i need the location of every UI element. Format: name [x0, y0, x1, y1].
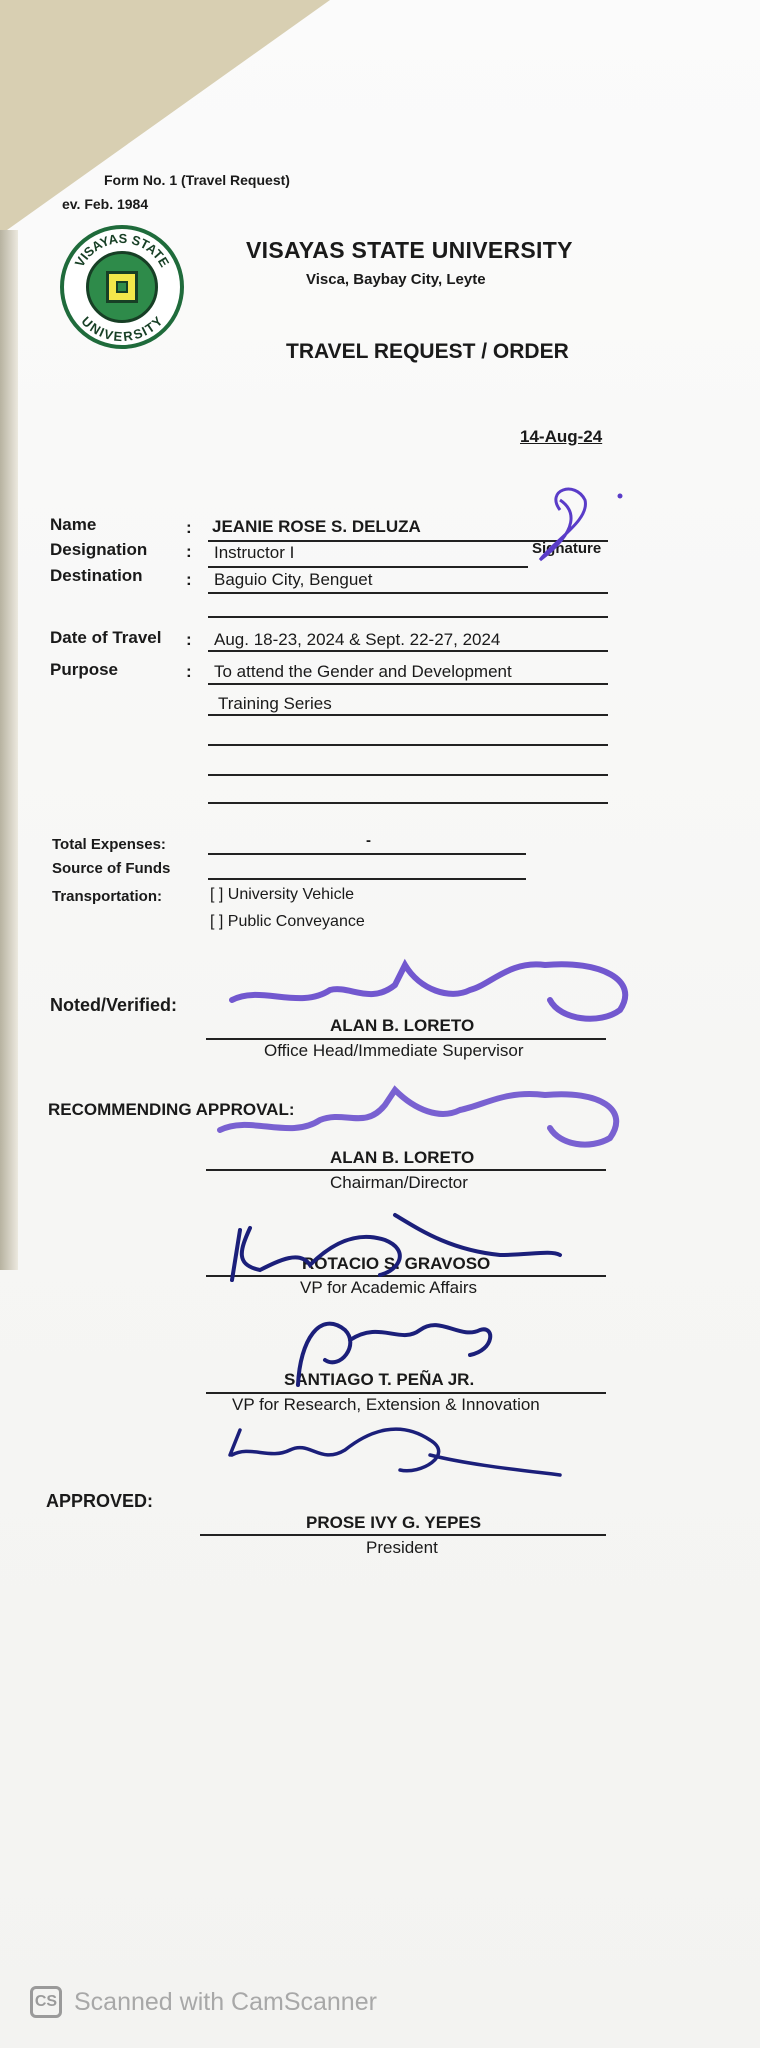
university-address: Visca, Baybay City, Leyte — [306, 271, 486, 288]
noted-signatory-name: ALAN B. LORETO — [330, 1016, 475, 1035]
applicant-signature — [540, 489, 585, 560]
recommending-signatory-3-role: VP for Research, Extension & Innovation — [232, 1395, 540, 1414]
recommending-signature-3 — [298, 1324, 490, 1385]
total-expenses-value: - — [366, 832, 371, 849]
document-title: TRAVEL REQUEST / ORDER — [286, 340, 569, 363]
colon: : — [186, 662, 192, 681]
form-revision: ev. Feb. 1984 — [62, 196, 149, 212]
university-name: VISAYAS STATE UNIVERSITY — [246, 237, 573, 263]
designation-label: Designation — [50, 540, 148, 559]
camscanner-watermark: Scanned with CamScanner — [74, 1988, 377, 2016]
recommending-signatory-1-role: Chairman/Director — [330, 1173, 468, 1192]
recommending-signature-1 — [220, 1090, 616, 1145]
colon: : — [186, 570, 192, 589]
option-university-vehicle[interactable]: [ ] University Vehicle — [210, 886, 355, 903]
purpose-line-2: Training Series — [218, 694, 332, 713]
date-of-travel-label: Date of Travel — [50, 628, 162, 647]
signature-dot — [618, 494, 623, 499]
destination-label: Destination — [50, 566, 143, 585]
purpose-label: Purpose — [50, 660, 119, 679]
colon: : — [186, 518, 192, 537]
transportation-label: Transportation: — [52, 888, 163, 905]
recommending-signatory-2-name: ROTACIO S. GRAVOSO — [302, 1254, 491, 1273]
colon: : — [186, 542, 192, 561]
recommending-approval-label: RECOMMENDING APPROVAL: — [48, 1100, 295, 1119]
recommending-signature-2 — [232, 1215, 560, 1280]
name-value: JEANIE ROSE S. DELUZA — [212, 517, 421, 536]
signature-label: Signature — [532, 540, 602, 557]
document-date: 14-Aug-24 — [520, 427, 603, 446]
total-expenses-label: Total Expenses: — [52, 836, 166, 853]
recommending-signatory-3-name: SANTIAGO T. PEÑA JR. — [284, 1370, 475, 1389]
option-public-conveyance[interactable]: [ ] Public Conveyance — [210, 913, 365, 930]
purpose-line-1: To attend the Gender and Development — [214, 662, 512, 681]
source-of-funds-label: Source of Funds — [52, 860, 171, 877]
name-label: Name — [50, 515, 97, 534]
noted-verified-label: Noted/Verified: — [50, 995, 178, 1015]
approved-label: APPROVED: — [46, 1491, 154, 1511]
date-of-travel-value: Aug. 18-23, 2024 & Sept. 22-27, 2024 — [214, 630, 501, 649]
designation-value: Instructor I — [214, 543, 295, 562]
approved-signatory-name: PROSE IVY G. YEPES — [306, 1513, 482, 1532]
form-number: Form No. 1 (Travel Request) — [104, 172, 290, 188]
noted-signatory-role: Office Head/Immediate Supervisor — [264, 1041, 524, 1060]
recommending-signatory-1-name: ALAN B. LORETO — [330, 1148, 475, 1167]
president-signature — [230, 1429, 560, 1475]
camscanner-logo-icon: CS — [30, 1986, 62, 2018]
approved-signatory-role: President — [366, 1538, 438, 1557]
recommending-signatory-2-role: VP for Academic Affairs — [300, 1278, 478, 1297]
seal-top-text: VISAYAS STATE — [71, 230, 173, 270]
destination-value: Baguio City, Benguet — [214, 570, 373, 589]
noted-signature — [232, 964, 625, 1018]
colon: : — [186, 630, 192, 649]
seal-bottom-text: UNIVERSITY — [78, 313, 166, 345]
